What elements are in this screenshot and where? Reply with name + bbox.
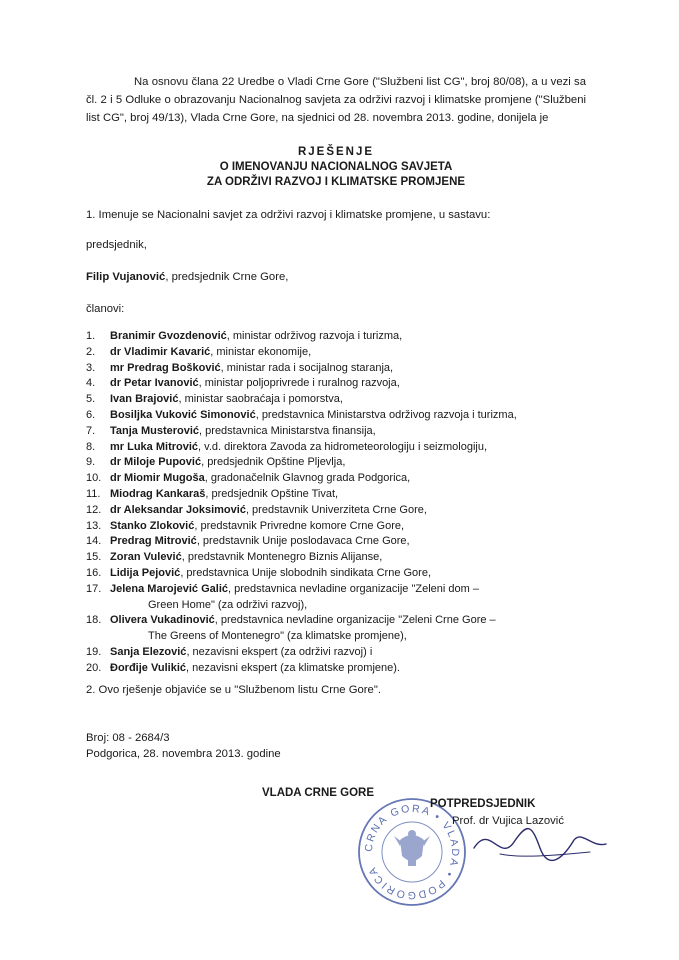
title-line-2: O IMENOVANJU NACIONALNOG SAVJETA: [219, 161, 453, 173]
member-item: [86, 329, 606, 345]
member-name: Lidija Pejović: [110, 566, 181, 579]
member-role: , ministar održivog razvoja i turizma,: [226, 330, 403, 342]
member-item: [86, 440, 606, 456]
member-item: [86, 376, 606, 392]
member-text: [110, 582, 606, 614]
president-name: Filip Vujanović: [86, 271, 166, 283]
title-line-1: RJEŠENJE: [297, 146, 375, 158]
member-text: [110, 440, 606, 456]
member-role: , predstavnica Ministarstva finansija,: [199, 424, 376, 437]
member-number: 7.: [86, 424, 96, 437]
member-number: 5.: [86, 393, 96, 406]
member-role: , predstavnik Unije poslodavaca Crne Gore,: [196, 535, 410, 548]
member-role: , ministar ekonomije,: [210, 345, 312, 358]
member-name: dr Vladimir Kavarić: [110, 345, 211, 358]
member-text: [110, 661, 606, 677]
member-text: [110, 345, 606, 361]
member-number: 2.: [86, 345, 96, 358]
member-number: 20.: [86, 661, 102, 674]
member-number: 12.: [86, 503, 102, 516]
handwritten-signature: [470, 818, 610, 868]
member-number: 1.: [86, 330, 96, 342]
member-role: , predstavnik Univerziteta Crne Gore,: [245, 503, 427, 516]
members-label: članovi:: [86, 303, 125, 315]
member-text: [110, 424, 606, 440]
member-role: , predsjednik Opštine Tivat,: [205, 487, 339, 500]
stamp-text: CRNA GORA • VLADA • PODGORICA: [362, 802, 462, 902]
member-text: [110, 534, 606, 550]
member-text: [110, 550, 606, 566]
member-text: [110, 487, 606, 503]
member-text: [110, 392, 606, 408]
members-list: [86, 329, 606, 677]
member-name: Predrag Mitrović: [110, 535, 197, 548]
member-number: 17.: [86, 582, 102, 595]
member-text: [110, 408, 606, 424]
member-role: , ministar poljoprivrede i ruralnog razvoja,: [198, 377, 400, 390]
member-role: , predstavnica Unije slobodnih sindikata Crne Gore,: [180, 566, 432, 579]
member-text: [110, 471, 606, 487]
member-text: [110, 503, 606, 519]
member-number: 11.: [86, 487, 101, 500]
member-item: [86, 361, 606, 377]
member-role: , predstavnica Ministarstva održivog razvoja i turizma,: [255, 408, 517, 421]
member-number: 4.: [86, 377, 96, 390]
member-item: [86, 534, 606, 550]
member-role: , predstavnica nevladine organizacije "Zeleni Crne Gore –: [214, 614, 496, 627]
member-item: [86, 550, 606, 566]
member-name: Jelena Marojević Galić: [110, 582, 229, 595]
member-number: 14.: [86, 535, 102, 548]
signatory-name: Prof. dr Vujica Lazović: [452, 815, 564, 827]
member-role-continuation: Green Home" (za održivi razvoj),: [148, 598, 308, 611]
member-text: [110, 376, 606, 392]
member-item: [86, 408, 606, 424]
member-number: 3.: [86, 361, 96, 374]
president-line: [86, 270, 288, 284]
member-name: Olivera Vukadinović: [110, 614, 215, 627]
member-name: mr Luka Mitrović: [110, 440, 199, 453]
member-item: [86, 392, 606, 408]
member-role: , nezavisni ekspert (za klimatske promjene).: [186, 661, 400, 674]
member-name: Ivan Brajović: [110, 393, 179, 406]
member-number: 16.: [86, 566, 102, 579]
member-number: 9.: [86, 456, 96, 469]
member-item: [86, 613, 606, 645]
member-item: [86, 424, 606, 440]
coat-of-arms-icon: [394, 830, 430, 866]
member-text: [110, 361, 606, 377]
member-role: , predstavnica nevladine organizacije "Zeleni dom –: [228, 582, 479, 595]
member-name: Branimir Gvozdenović: [110, 330, 227, 342]
point-2: 2. Ovo rješenje objaviće se u "Službenom listu Crne Gore".: [86, 684, 381, 696]
member-number: 13.: [86, 519, 102, 532]
member-role: , predstavnik Montenegro Biznis Alijanse,: [181, 551, 383, 564]
point-1: 1. Imenuje se Nacionalni savjet za održivi razvoj i klimatske promjene, u sastavu:: [86, 209, 491, 221]
member-name: Miodrag Kankaraš: [110, 487, 206, 500]
member-number: 18.: [86, 614, 102, 627]
signatory-title: POTPREDSJEDNIK: [430, 798, 536, 810]
member-text: [110, 329, 606, 345]
reference-place-date: Podgorica, 28. novembra 2013. godine: [86, 748, 281, 760]
reference-number: Broj: 08 - 2684/3: [86, 732, 170, 744]
member-item: [86, 566, 606, 582]
member-item: [86, 503, 606, 519]
member-number: 15.: [86, 551, 102, 564]
member-item: [86, 455, 606, 471]
member-item: [86, 471, 606, 487]
member-number: 6.: [86, 408, 96, 421]
intro-paragraph: Na osnovu člana 22 Uredbe o Vladi Crne Gore ("Službeni list CG", broj 80/08), a u vezi sa čl. 2 i 5 Odluke o obrazovanju Nacionalnog savjeta za održivi razvoj i klimatske promjene ("Službeni list CG", broj 49/13), Vlada Crne Gore, na sjednici od 28. novembra 2013. godine, donijela je: [86, 76, 586, 124]
member-name: Zoran Vulević: [110, 551, 182, 564]
official-stamp: [356, 796, 468, 908]
president-role: , predsjednik Crne Gore,: [165, 271, 289, 283]
member-item: [86, 661, 606, 677]
member-text: [110, 566, 606, 582]
member-item: [86, 645, 606, 661]
member-name: Stanko Zloković: [110, 519, 195, 532]
reference-block: [86, 730, 281, 762]
member-name: dr Miloje Pupović: [110, 456, 202, 469]
member-text: [110, 645, 606, 661]
member-number: 19.: [86, 645, 102, 658]
member-text: [110, 455, 606, 471]
title-line-3: ZA ODRŽIVI RAZVOJ I KLIMATSKE PROMJENE: [206, 176, 466, 188]
member-role: , predstavnik Privredne komore Crne Gore,: [194, 519, 405, 532]
member-name: dr Miomir Mugoša: [110, 472, 205, 485]
member-name: Sanja Elezović: [110, 645, 187, 658]
member-item: [86, 582, 606, 614]
member-item: [86, 345, 606, 361]
government-name: VLADA CRNE GORE: [262, 787, 375, 799]
member-number: 10.: [86, 472, 102, 485]
member-role: , gradonačelnik Glavnog grada Podgorica,: [204, 472, 411, 485]
member-name: Tanja Musterović: [110, 424, 200, 437]
member-name: dr Aleksandar Joksimović: [110, 503, 246, 516]
member-role-continuation: The Greens of Montenegro" (za klimatske promjene),: [148, 630, 407, 643]
member-text: [110, 519, 606, 535]
member-item: [86, 519, 606, 535]
member-name: Bosiljka Vuković Simonović: [110, 408, 256, 421]
president-label: predsjednik,: [86, 239, 147, 251]
member-name: Đorđije Vulikić: [110, 661, 187, 674]
member-role: , v.d. direktora Zavoda za hidrometeorologiju i seizmologiju,: [198, 440, 488, 453]
member-role: , nezavisni ekspert (za održivi razvoj) i: [186, 645, 373, 658]
member-name: dr Petar Ivanović: [110, 377, 199, 390]
member-role: , predsjednik Opštine Pljevlja,: [201, 456, 346, 469]
member-number: 8.: [86, 440, 96, 453]
member-role: , ministar rada i socijalnog staranja,: [220, 361, 394, 374]
document-title: [86, 145, 586, 190]
member-item: [86, 487, 606, 503]
member-text: [110, 613, 606, 645]
member-name: mr Predrag Bošković: [110, 361, 221, 374]
member-role: , ministar saobraćaja i pomorstva,: [178, 393, 343, 406]
